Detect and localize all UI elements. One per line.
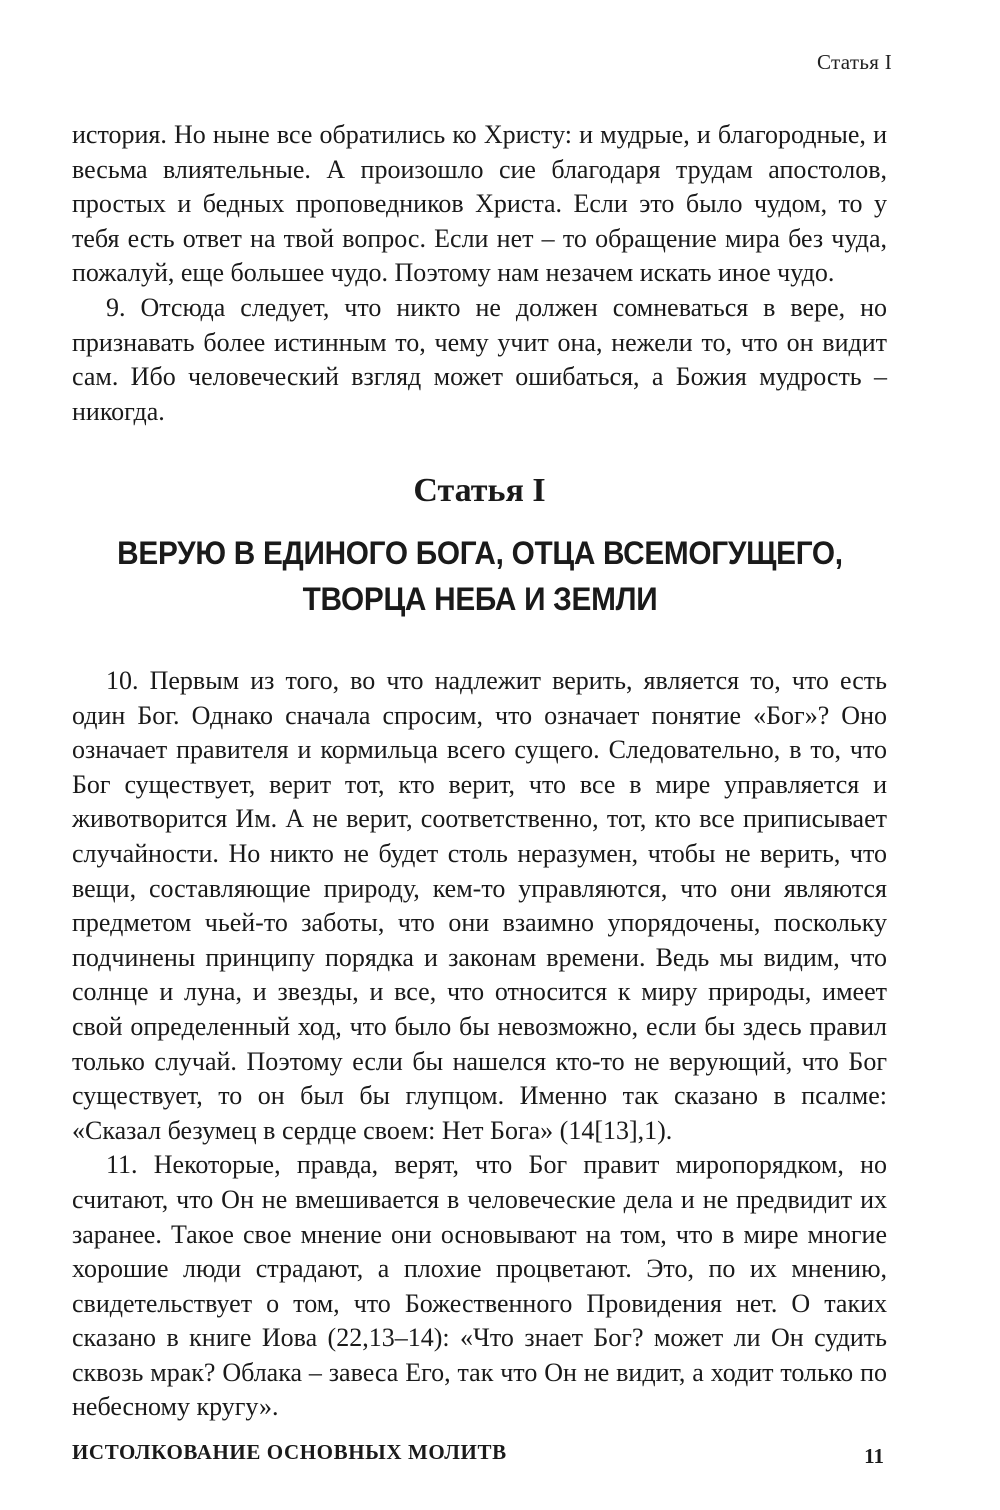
section-heading-line: ТВОРЦА НЕБА И ЗЕМЛИ [302, 581, 658, 617]
footer-book-title: ИСТОЛКОВАНИЕ ОСНОВНЫХ МОЛИТВ [72, 1440, 507, 1464]
paragraph: 11. Некоторые, правда, верят, что Бог правит миропорядком, но считают, что Он не вмешивается в человеческие дела и не предвидит их заранее. Такое свое мнение они основывают на том, что в мире многие хорошие люди страдают, а плохие процветают. Это, по их мнению, свидетельствует о том, что Божественного Провидения нет. О таких сказано в книге Иова (22,13–14): «Что знает Бог? может ли Он судить сквозь мрак? Облака – завеса Его, так что Он не видит, а ходит только по небесному кругу». [72, 1150, 887, 1422]
paragraph: 9. Отсюда следует, что никто не должен сомневаться в вере, но признавать более истинным то, чему учит она, нежели то, что он видит сам. Ибо человеческий взгляд может ошибаться, а Божия мудрость – никогда. [72, 292, 887, 426]
section-title: Статья I [413, 472, 546, 509]
page-number: 11 [864, 1444, 884, 1468]
text-block-main [72, 664, 887, 1425]
paragraph: история. Но ныне все обратились ко Христу: и мудрые, и благородные, и весьма влиятельные. А произошло сие благодаря трудам апостолов, простых и бедных проповедников Христа. Если это было чудом, то у тебя есть ответ на твой вопрос. Если нет – то обращение мира без чуда, пожалуй, еще большее чудо. Поэтому нам незачем искать иное чудо. [72, 120, 887, 288]
running-head: Статья I [817, 50, 892, 74]
paragraph: 10. Первым из того, во что надлежит верить, является то, что есть один Бог. Однако сначала спросим, что означает понятие «Бог»? Оно означает правителя и кормильца всего сущего. Следовательно, в то, что Бог существует, верит тот, кто верит, что все в мире управляется и животворится Им. А не верит, соответственно, тот, кто все приписывает случайности. Но никто не будет столь неразумен, чтобы не верить, что вещи, составляющие природу, кем-то управляются, что они являются предметом чьей-то заботы, что они взаимно упорядочены, поскольку подчинены принципу порядка и законам времени. Ведь мы видим, что солнце и луна, и звезды, и все, что относится к миру природы, имеет свой определенный ход, что было бы невозможно, если бы здесь правил только случай. Поэтому если бы нашелся кто-то не верующий, что Бог существует, то он был бы глупцом. Именно так сказано в псалме: «Сказал безумец в сердце своем: Нет Бога» (14[13],1). [72, 666, 887, 1145]
text-block-top [72, 118, 887, 429]
section-heading [89, 530, 870, 622]
section-heading-line: ВЕРУЮ В ЕДИНОГО БОГА, ОТЦА ВСЕМОГУЩЕГО, [117, 535, 843, 571]
